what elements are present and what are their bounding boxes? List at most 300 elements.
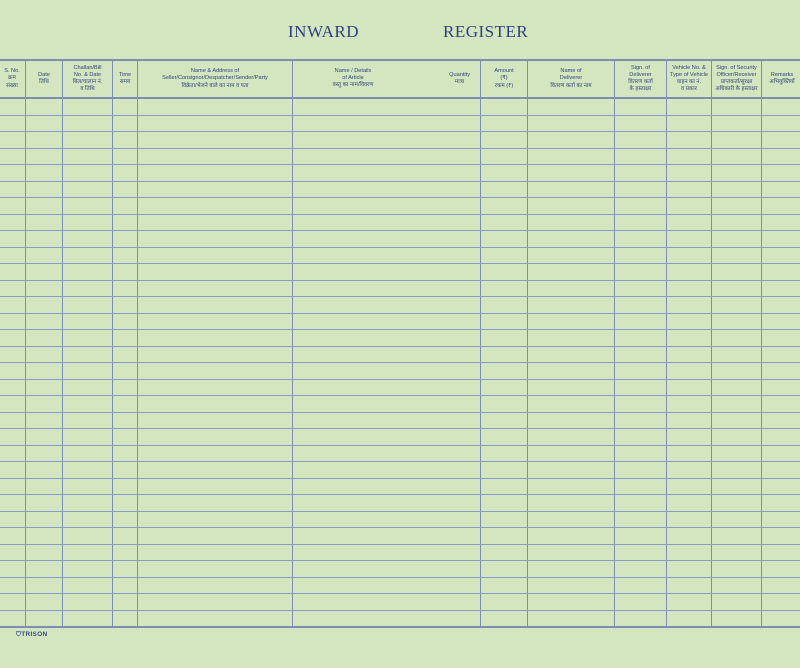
table-cell <box>63 594 113 611</box>
table-cell <box>113 495 138 512</box>
table-cell <box>63 346 113 363</box>
table-cell <box>762 165 800 182</box>
table-cell <box>615 231 667 248</box>
table-cell <box>63 396 113 413</box>
table-cell <box>712 165 762 182</box>
table-cell <box>293 346 481 363</box>
table-row <box>0 495 800 512</box>
table-cell <box>0 198 26 215</box>
table-cell <box>63 148 113 165</box>
table-cell <box>0 429 26 446</box>
table-cell <box>26 594 63 611</box>
table-cell <box>0 115 26 132</box>
table-cell <box>293 561 481 578</box>
table-cell <box>481 132 528 149</box>
table-cell <box>712 247 762 264</box>
table-cell <box>481 280 528 297</box>
table-cell <box>528 610 615 627</box>
table-cell <box>63 412 113 429</box>
table-cell <box>138 231 293 248</box>
table-cell <box>615 495 667 512</box>
table-cell <box>63 429 113 446</box>
table-cell <box>528 115 615 132</box>
table-cell <box>762 297 800 314</box>
table-cell <box>113 396 138 413</box>
table-row <box>0 577 800 594</box>
table-cell <box>138 610 293 627</box>
table-cell <box>481 445 528 462</box>
table-cell <box>528 396 615 413</box>
table-cell <box>113 561 138 578</box>
table-cell <box>293 379 481 396</box>
table-cell <box>667 610 712 627</box>
table-row <box>0 148 800 165</box>
table-cell <box>528 478 615 495</box>
table-cell <box>528 561 615 578</box>
table-cell <box>615 412 667 429</box>
table-cell <box>138 363 293 380</box>
table-cell <box>762 544 800 561</box>
table-cell <box>528 181 615 198</box>
table-cell <box>113 132 138 149</box>
table-cell <box>481 346 528 363</box>
table-row <box>0 297 800 314</box>
table-cell <box>528 445 615 462</box>
table-cell <box>113 280 138 297</box>
table-cell <box>293 148 481 165</box>
table-cell <box>63 478 113 495</box>
table-cell <box>26 132 63 149</box>
table-row <box>0 247 800 264</box>
table-cell <box>63 165 113 182</box>
table-cell <box>293 594 481 611</box>
table-row <box>0 594 800 611</box>
table-cell <box>26 313 63 330</box>
table-cell <box>762 98 800 115</box>
table-cell <box>528 462 615 479</box>
table-cell <box>762 478 800 495</box>
table-row <box>0 280 800 297</box>
table-cell <box>667 280 712 297</box>
table-cell <box>528 495 615 512</box>
table-cell <box>26 462 63 479</box>
table-cell <box>481 396 528 413</box>
col-header-remarks: Remarks अभियुक्तियाँ <box>762 60 800 98</box>
table-cell <box>615 610 667 627</box>
table-cell <box>667 412 712 429</box>
table-cell <box>712 528 762 545</box>
table-cell <box>667 264 712 281</box>
col-header-vehicle: Vehicle No. & Type of Vehicle वाहन का नं. व प्रकार <box>667 60 712 98</box>
table-cell <box>113 115 138 132</box>
table-cell <box>762 561 800 578</box>
table-cell <box>481 462 528 479</box>
table-cell <box>63 330 113 347</box>
table-cell <box>293 478 481 495</box>
table-cell <box>528 511 615 528</box>
table-cell <box>481 313 528 330</box>
title-word-register: REGISTER <box>443 22 529 41</box>
table-cell <box>528 198 615 215</box>
table-cell <box>615 594 667 611</box>
table-cell <box>0 165 26 182</box>
table-cell <box>481 363 528 380</box>
table-cell <box>63 214 113 231</box>
brand-mark-icon: ⛉ <box>16 631 22 638</box>
table-cell <box>63 132 113 149</box>
table-cell <box>762 181 800 198</box>
table-cell <box>615 297 667 314</box>
table-cell <box>528 247 615 264</box>
table-cell <box>712 280 762 297</box>
table-cell <box>26 478 63 495</box>
table-row <box>0 346 800 363</box>
table-cell <box>26 379 63 396</box>
table-cell <box>762 346 800 363</box>
table-cell <box>63 198 113 215</box>
table-cell <box>481 198 528 215</box>
table-cell <box>667 462 712 479</box>
table-cell <box>615 264 667 281</box>
table-cell <box>113 445 138 462</box>
table-cell <box>762 528 800 545</box>
table-cell <box>138 346 293 363</box>
table-cell <box>293 528 481 545</box>
table-cell <box>293 231 481 248</box>
table-cell <box>762 462 800 479</box>
table-cell <box>481 148 528 165</box>
table-cell <box>762 198 800 215</box>
col-header-sno: S. No. क्रम संख्या <box>0 60 26 98</box>
table-cell <box>138 445 293 462</box>
table-cell <box>712 610 762 627</box>
table-cell <box>26 412 63 429</box>
table-cell <box>667 313 712 330</box>
table-row <box>0 379 800 396</box>
table-cell <box>113 214 138 231</box>
table-cell <box>138 198 293 215</box>
table-cell <box>481 247 528 264</box>
table-cell <box>138 511 293 528</box>
table-cell <box>63 561 113 578</box>
quantity-label: Quantity मात्रा <box>449 72 470 86</box>
table-cell <box>113 544 138 561</box>
table-cell <box>528 264 615 281</box>
table-cell <box>481 264 528 281</box>
table-cell <box>762 280 800 297</box>
table-row <box>0 610 800 627</box>
table-cell <box>481 561 528 578</box>
table-cell <box>113 528 138 545</box>
table-cell <box>667 330 712 347</box>
table-cell <box>293 610 481 627</box>
table-cell <box>667 396 712 413</box>
table-cell <box>293 165 481 182</box>
table-cell <box>113 231 138 248</box>
table-cell <box>113 148 138 165</box>
table-row <box>0 412 800 429</box>
table-cell <box>528 412 615 429</box>
table-cell <box>481 379 528 396</box>
table-cell <box>762 594 800 611</box>
table-cell <box>113 297 138 314</box>
table-cell <box>138 181 293 198</box>
table-cell <box>26 429 63 446</box>
table-cell <box>762 577 800 594</box>
table-cell <box>667 181 712 198</box>
table-cell <box>138 528 293 545</box>
table-cell <box>481 594 528 611</box>
brand-logo: ⛉TRISON <box>16 631 48 638</box>
table-cell <box>528 231 615 248</box>
table-cell <box>762 330 800 347</box>
table-cell <box>0 396 26 413</box>
table-cell <box>762 231 800 248</box>
table-cell <box>712 297 762 314</box>
table-cell <box>63 247 113 264</box>
table-cell <box>63 495 113 512</box>
table-cell <box>762 313 800 330</box>
table-cell <box>63 363 113 380</box>
table-cell <box>0 511 26 528</box>
table-cell <box>63 445 113 462</box>
table-cell <box>0 297 26 314</box>
col-header-date: Date तिथि <box>26 60 63 98</box>
table-cell <box>293 132 481 149</box>
table-row <box>0 198 800 215</box>
table-cell <box>293 280 481 297</box>
table-cell <box>712 231 762 248</box>
table-cell <box>712 346 762 363</box>
table-cell <box>481 231 528 248</box>
table-cell <box>481 297 528 314</box>
table-cell <box>615 181 667 198</box>
table-cell <box>26 247 63 264</box>
table-cell <box>667 115 712 132</box>
table-cell <box>0 445 26 462</box>
table-cell <box>481 495 528 512</box>
table-cell <box>712 379 762 396</box>
table-row <box>0 561 800 578</box>
table-row <box>0 98 800 115</box>
table-cell <box>113 330 138 347</box>
table-cell <box>615 445 667 462</box>
table-row <box>0 313 800 330</box>
table-cell <box>26 115 63 132</box>
table-row <box>0 115 800 132</box>
table-cell <box>113 198 138 215</box>
table-cell <box>667 544 712 561</box>
page-title <box>0 22 800 46</box>
table-cell <box>113 412 138 429</box>
table-cell <box>615 132 667 149</box>
table-cell <box>113 577 138 594</box>
table-cell <box>0 379 26 396</box>
table-cell <box>26 297 63 314</box>
table-cell <box>615 528 667 545</box>
table-cell <box>481 544 528 561</box>
table-cell <box>113 363 138 380</box>
table-cell <box>0 264 26 281</box>
table-cell <box>528 346 615 363</box>
table-cell <box>26 214 63 231</box>
table-cell <box>63 544 113 561</box>
table-cell <box>138 561 293 578</box>
table-cell <box>293 198 481 215</box>
table-cell <box>615 115 667 132</box>
table-cell <box>26 98 63 115</box>
table-cell <box>712 115 762 132</box>
col-header-amount: Amount (₹) रकम (₹) <box>481 60 528 98</box>
table-cell <box>0 528 26 545</box>
table-cell <box>712 594 762 611</box>
table-row <box>0 544 800 561</box>
table-cell <box>63 577 113 594</box>
table-cell <box>615 330 667 347</box>
table-cell <box>615 247 667 264</box>
col-header-challan: Challan/Bill No. & Date बिल/चालान नं. व तिथि <box>63 60 113 98</box>
table-cell <box>26 181 63 198</box>
table-cell <box>63 462 113 479</box>
table-row <box>0 429 800 446</box>
title-word-inward: INWARD <box>288 22 359 41</box>
table-cell <box>293 544 481 561</box>
col-header-deliverer: Name of Deliverer वितरण कर्ता का नाम <box>528 60 615 98</box>
table-cell <box>667 561 712 578</box>
table-cell <box>481 511 528 528</box>
table-cell <box>615 561 667 578</box>
table-cell <box>293 98 481 115</box>
table-cell <box>615 396 667 413</box>
table-cell <box>63 379 113 396</box>
table-cell <box>528 214 615 231</box>
table-cell <box>615 544 667 561</box>
table-cell <box>481 165 528 182</box>
table-cell <box>113 610 138 627</box>
table-cell <box>667 363 712 380</box>
table-cell <box>293 495 481 512</box>
table-cell <box>63 280 113 297</box>
table-cell <box>667 132 712 149</box>
table-cell <box>293 181 481 198</box>
table-cell <box>712 478 762 495</box>
table-cell <box>481 330 528 347</box>
table-cell <box>293 214 481 231</box>
table-cell <box>615 462 667 479</box>
table-row <box>0 511 800 528</box>
table-cell <box>26 231 63 248</box>
table-cell <box>138 313 293 330</box>
table-cell <box>712 445 762 462</box>
table-cell <box>0 231 26 248</box>
table-cell <box>0 544 26 561</box>
table-cell <box>667 577 712 594</box>
table-cell <box>138 280 293 297</box>
table-cell <box>113 478 138 495</box>
table-cell <box>138 132 293 149</box>
table-row <box>0 165 800 182</box>
table-cell <box>26 165 63 182</box>
table-cell <box>113 313 138 330</box>
table-cell <box>712 396 762 413</box>
table-cell <box>481 98 528 115</box>
table-cell <box>0 412 26 429</box>
table-cell <box>63 313 113 330</box>
table-cell <box>762 148 800 165</box>
table-cell <box>762 396 800 413</box>
table-cell <box>528 280 615 297</box>
table-cell <box>712 98 762 115</box>
table-cell <box>26 264 63 281</box>
table-cell <box>667 379 712 396</box>
table-cell <box>481 429 528 446</box>
table-cell <box>712 181 762 198</box>
table-cell <box>615 346 667 363</box>
table-cell <box>138 297 293 314</box>
table-cell <box>712 429 762 446</box>
table-cell <box>712 544 762 561</box>
table-cell <box>712 495 762 512</box>
table-cell <box>712 313 762 330</box>
table-cell <box>63 181 113 198</box>
table-cell <box>667 98 712 115</box>
table-cell <box>667 231 712 248</box>
table-cell <box>138 379 293 396</box>
table-cell <box>138 495 293 512</box>
table-cell <box>667 445 712 462</box>
table-row <box>0 478 800 495</box>
table-cell <box>528 577 615 594</box>
table-cell <box>712 363 762 380</box>
table-cell <box>26 561 63 578</box>
table-cell <box>0 214 26 231</box>
table-cell <box>667 198 712 215</box>
table-cell <box>0 181 26 198</box>
table-row <box>0 363 800 380</box>
table-cell <box>615 379 667 396</box>
table-cell <box>63 297 113 314</box>
table-cell <box>138 396 293 413</box>
table-cell <box>26 577 63 594</box>
table-cell <box>615 313 667 330</box>
table-row <box>0 396 800 413</box>
table-cell <box>667 214 712 231</box>
table-cell <box>26 346 63 363</box>
table-cell <box>762 115 800 132</box>
table-cell <box>528 165 615 182</box>
table-cell <box>0 594 26 611</box>
table-cell <box>712 412 762 429</box>
table-cell <box>712 330 762 347</box>
table-cell <box>113 429 138 446</box>
table-cell <box>615 429 667 446</box>
table-row <box>0 330 800 347</box>
table-cell <box>26 198 63 215</box>
table-cell <box>528 544 615 561</box>
table-cell <box>113 462 138 479</box>
table-cell <box>712 462 762 479</box>
table-cell <box>0 462 26 479</box>
table-cell <box>26 148 63 165</box>
table-cell <box>615 577 667 594</box>
table-cell <box>113 594 138 611</box>
table-cell <box>528 330 615 347</box>
table-cell <box>615 363 667 380</box>
table-cell <box>481 610 528 627</box>
table-row <box>0 445 800 462</box>
table-cell <box>481 115 528 132</box>
table-cell <box>0 148 26 165</box>
